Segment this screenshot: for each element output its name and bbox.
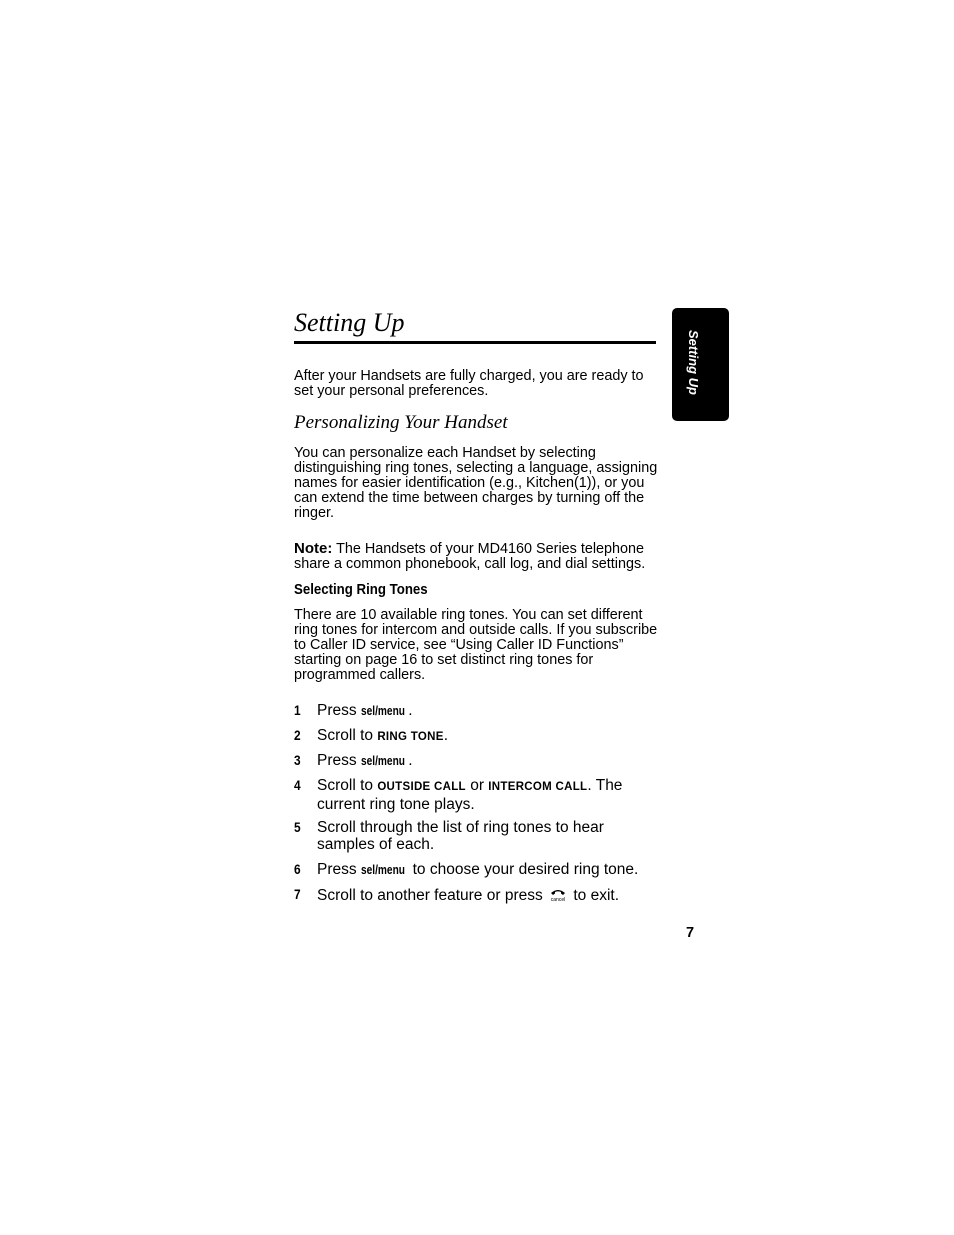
step-number: 7	[294, 886, 301, 902]
sel-menu-key: sel/menu	[360, 703, 405, 718]
step-2: 2 Scroll to RING TONE.	[294, 727, 449, 744]
menu-option-ring-tone: RING TONE	[377, 731, 444, 743]
menu-option-intercom-call: INTERCOM CALL	[488, 781, 588, 793]
step-number: 4	[294, 777, 301, 793]
step-number: 1	[294, 702, 301, 718]
step-5: 5 Scroll through the list of ring tones to hear samples of each.	[294, 819, 604, 853]
section-side-tab	[672, 308, 729, 421]
step-6: 6 Press sel/menu to choose your desired ring tone.	[294, 861, 639, 878]
menu-option-outside-call: OUTSIDE CALL	[377, 781, 466, 793]
step-number: 2	[294, 727, 301, 743]
side-tab-label: Setting Up	[686, 330, 701, 395]
step-number: 5	[294, 819, 301, 835]
step-4: 4 Scroll to OUTSIDE CALL or INTERCOM CALL. The current ring tone plays.	[294, 777, 623, 813]
intro-paragraph: After your Handsets are fully charged, you are ready to set your personal preferences.	[294, 368, 644, 399]
end-call-icon	[549, 886, 567, 906]
page-title: Setting Up	[294, 308, 405, 337]
subsection-paragraph: There are 10 available ring tones. You can set different ring tones for intercom and outside calls. If you subscribe to Caller ID service, see “Using Caller ID Functions” starting on page 16 to set distinct ring tones for programmed callers.	[294, 607, 658, 683]
note-text: The Handsets of your MD4160 Series telephone share a common phonebook, call log, and dial settings.	[294, 541, 646, 572]
section-heading: Personalizing Your Handset	[294, 412, 508, 433]
page-number: 7	[686, 925, 695, 941]
step-number: 6	[294, 861, 301, 877]
note-label: Note:	[294, 540, 333, 557]
section-paragraph: You can personalize each Handset by selecting distinguishing ring tones, selecting a language, assigning names for easier identification (e.g., Kitchen(1)), or you can extend the time between charges by turning off the ringer.	[294, 445, 658, 521]
title-rule	[294, 341, 656, 344]
note-paragraph	[294, 541, 659, 572]
step-1: 1 Press sel/menu .	[294, 702, 413, 719]
step-number: 3	[294, 752, 301, 768]
sel-menu-key: sel/menu	[360, 753, 405, 768]
subsection-heading: Selecting Ring Tones	[294, 582, 428, 598]
step-3: 3 Press sel/menu .	[294, 752, 413, 769]
sel-menu-key: sel/menu	[360, 862, 405, 877]
end-call-icon-label: cancel	[550, 897, 566, 902]
step-7: 7 Scroll to another feature or press cancel to exit.	[294, 886, 620, 904]
